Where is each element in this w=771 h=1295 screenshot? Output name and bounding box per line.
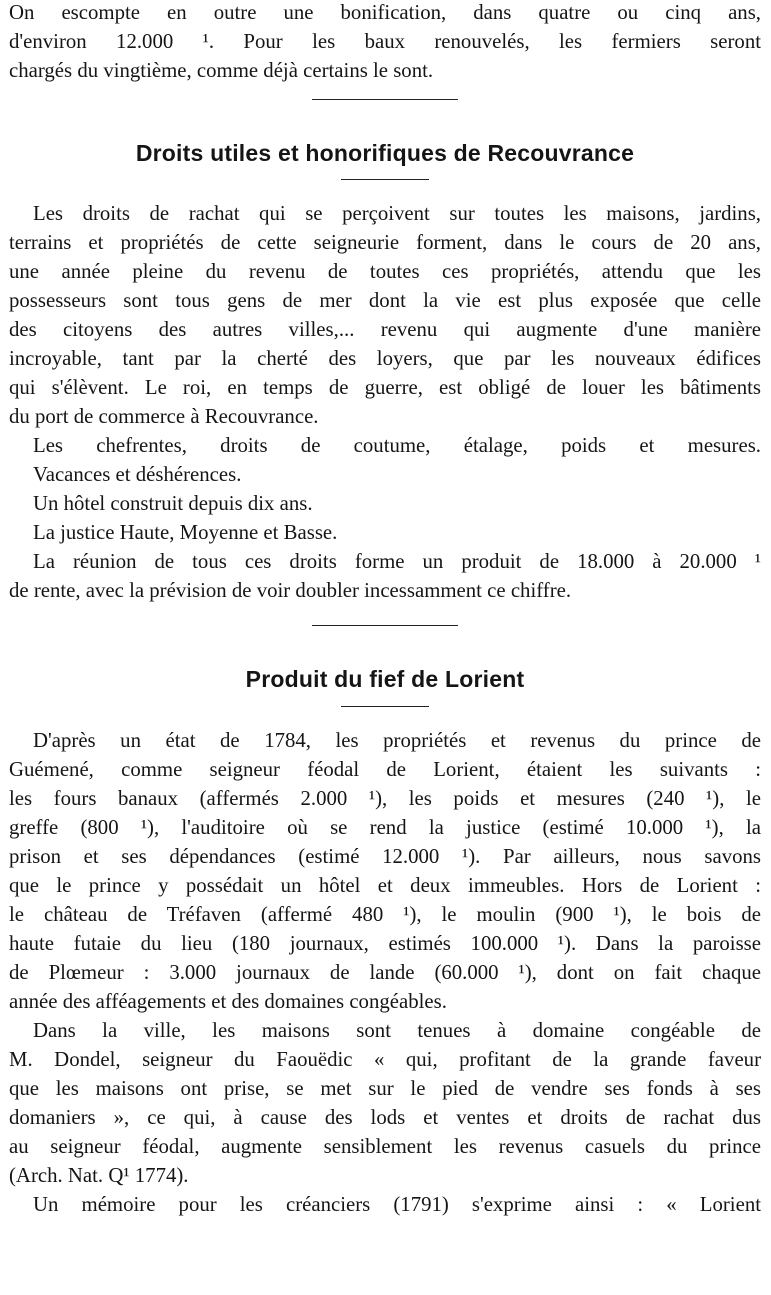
paragraph-chefrentes: [9, 431, 761, 460]
paragraph-justice: [9, 518, 761, 547]
paragraph-etat-1784: [9, 726, 761, 1016]
text-line: prison et ses dépendances (estimé 12.000 ¹). Par ailleurs, nous savons: [9, 845, 761, 868]
text-line: M. Dondel, seigneur du Faouëdic « qui, profitant de la grande faveur: [9, 1048, 761, 1071]
text-line: du port de commerce à Recouvrance.: [9, 405, 319, 428]
section-heading-lorient: Produit du fief de Lorient: [245, 666, 525, 692]
text-line: Guémené, comme seigneur féodal de Lorient, étaient les suivants :: [9, 758, 761, 781]
section-divider: [312, 99, 458, 100]
text-line: terrains et propriétés de cette seigneurie forment, dans le cours de 20 ans,: [9, 231, 761, 254]
text-line: année des afféagements et des domaines congéables.: [9, 990, 447, 1013]
text-line: de Plœmeur : 3.000 journaux de lande (60.000 ¹), dont on fait chaque: [9, 961, 761, 984]
text-line: On escompte en outre une bonification, dans quatre ou cinq ans,: [9, 1, 761, 24]
paragraph-memoire: [9, 1190, 761, 1219]
text-line: (Arch. Nat. Q¹ 1774).: [9, 1164, 189, 1187]
section-divider: [312, 625, 458, 626]
paragraph-dans-la-ville: [9, 1016, 761, 1190]
text-line: Dans la ville, les maisons sont tenues à domaine congéable de: [33, 1019, 761, 1042]
text-line: greffe (800 ¹), l'auditoire où se rend la justice (estimé 10.000 ¹), la: [9, 816, 761, 839]
paragraph-vacances: [9, 460, 761, 489]
text-line: haute futaie du lieu (180 journaux, estimés 100.000 ¹). Dans la paroisse: [9, 932, 761, 955]
text-line: chargés du vingtième, comme déjà certains le sont.: [9, 59, 434, 82]
section-heading-recouvrance: Droits utiles et honorifiques de Recouvrance: [135, 140, 635, 166]
text-line: domaniers », ce qui, à cause des lods et ventes et droits de rachat dus: [9, 1106, 761, 1129]
text-line: d'environ 12.000 ¹. Pour les baux renouvelés, les fermiers seront: [9, 30, 761, 53]
heading-underline: [341, 706, 429, 707]
text-line: D'après un état de 1784, les propriétés et revenus du prince de: [33, 729, 761, 752]
intro-paragraph: [9, 0, 761, 85]
text-line: Les chefrentes, droits de coutume, étalage, poids et mesures.: [33, 434, 761, 457]
paragraph-hotel: [9, 489, 761, 518]
text-line: au seigneur féodal, augmente sensiblement les revenus casuels du prince: [9, 1135, 761, 1158]
text-line: les fours banaux (affermés 2.000 ¹), les poids et mesures (240 ¹), le: [9, 787, 761, 810]
text-line: des citoyens des autres villes,... revenu qui augmente d'une manière: [9, 318, 761, 341]
text-line: La réunion de tous ces droits forme un produit de 18.000 à 20.000 ¹: [33, 550, 761, 573]
text-line: le château de Tréfaven (affermé 480 ¹), le moulin (900 ¹), le bois de: [9, 903, 761, 926]
paragraph-droits-rachat: [9, 199, 761, 431]
text-line: Un mémoire pour les créanciers (1791) s'exprime ainsi : « Lorient: [33, 1193, 761, 1216]
text-line: Vacances et déshérences.: [33, 463, 242, 486]
text-line: que les maisons ont prise, se met sur le pied de vendre ses fonds à ses: [9, 1077, 761, 1100]
text-line: incroyable, tant par la cherté des loyers, que par les nouveaux édifices: [9, 347, 761, 370]
text-line: Les droits de rachat qui se perçoivent sur toutes les maisons, jardins,: [33, 202, 761, 225]
text-line: qui s'élèvent. Le roi, en temps de guerre, est obligé de louer les bâtiments: [9, 376, 761, 399]
paragraph-reunion: [9, 547, 761, 605]
text-line: possesseurs sont tous gens de mer dont la vie est plus exposée que celle: [9, 289, 761, 312]
text-line: une année pleine du revenu de toutes ces propriétés, attendu que les: [9, 260, 761, 283]
text-line: de rente, avec la prévision de voir doubler incessamment ce chiffre.: [9, 579, 572, 602]
text-line: que le prince y possédait un hôtel et deux immeubles. Hors de Lorient :: [9, 874, 761, 897]
text-line: Un hôtel construit depuis dix ans.: [33, 492, 313, 515]
text-line: La justice Haute, Moyenne et Basse.: [33, 521, 338, 544]
heading-underline: [341, 179, 429, 180]
